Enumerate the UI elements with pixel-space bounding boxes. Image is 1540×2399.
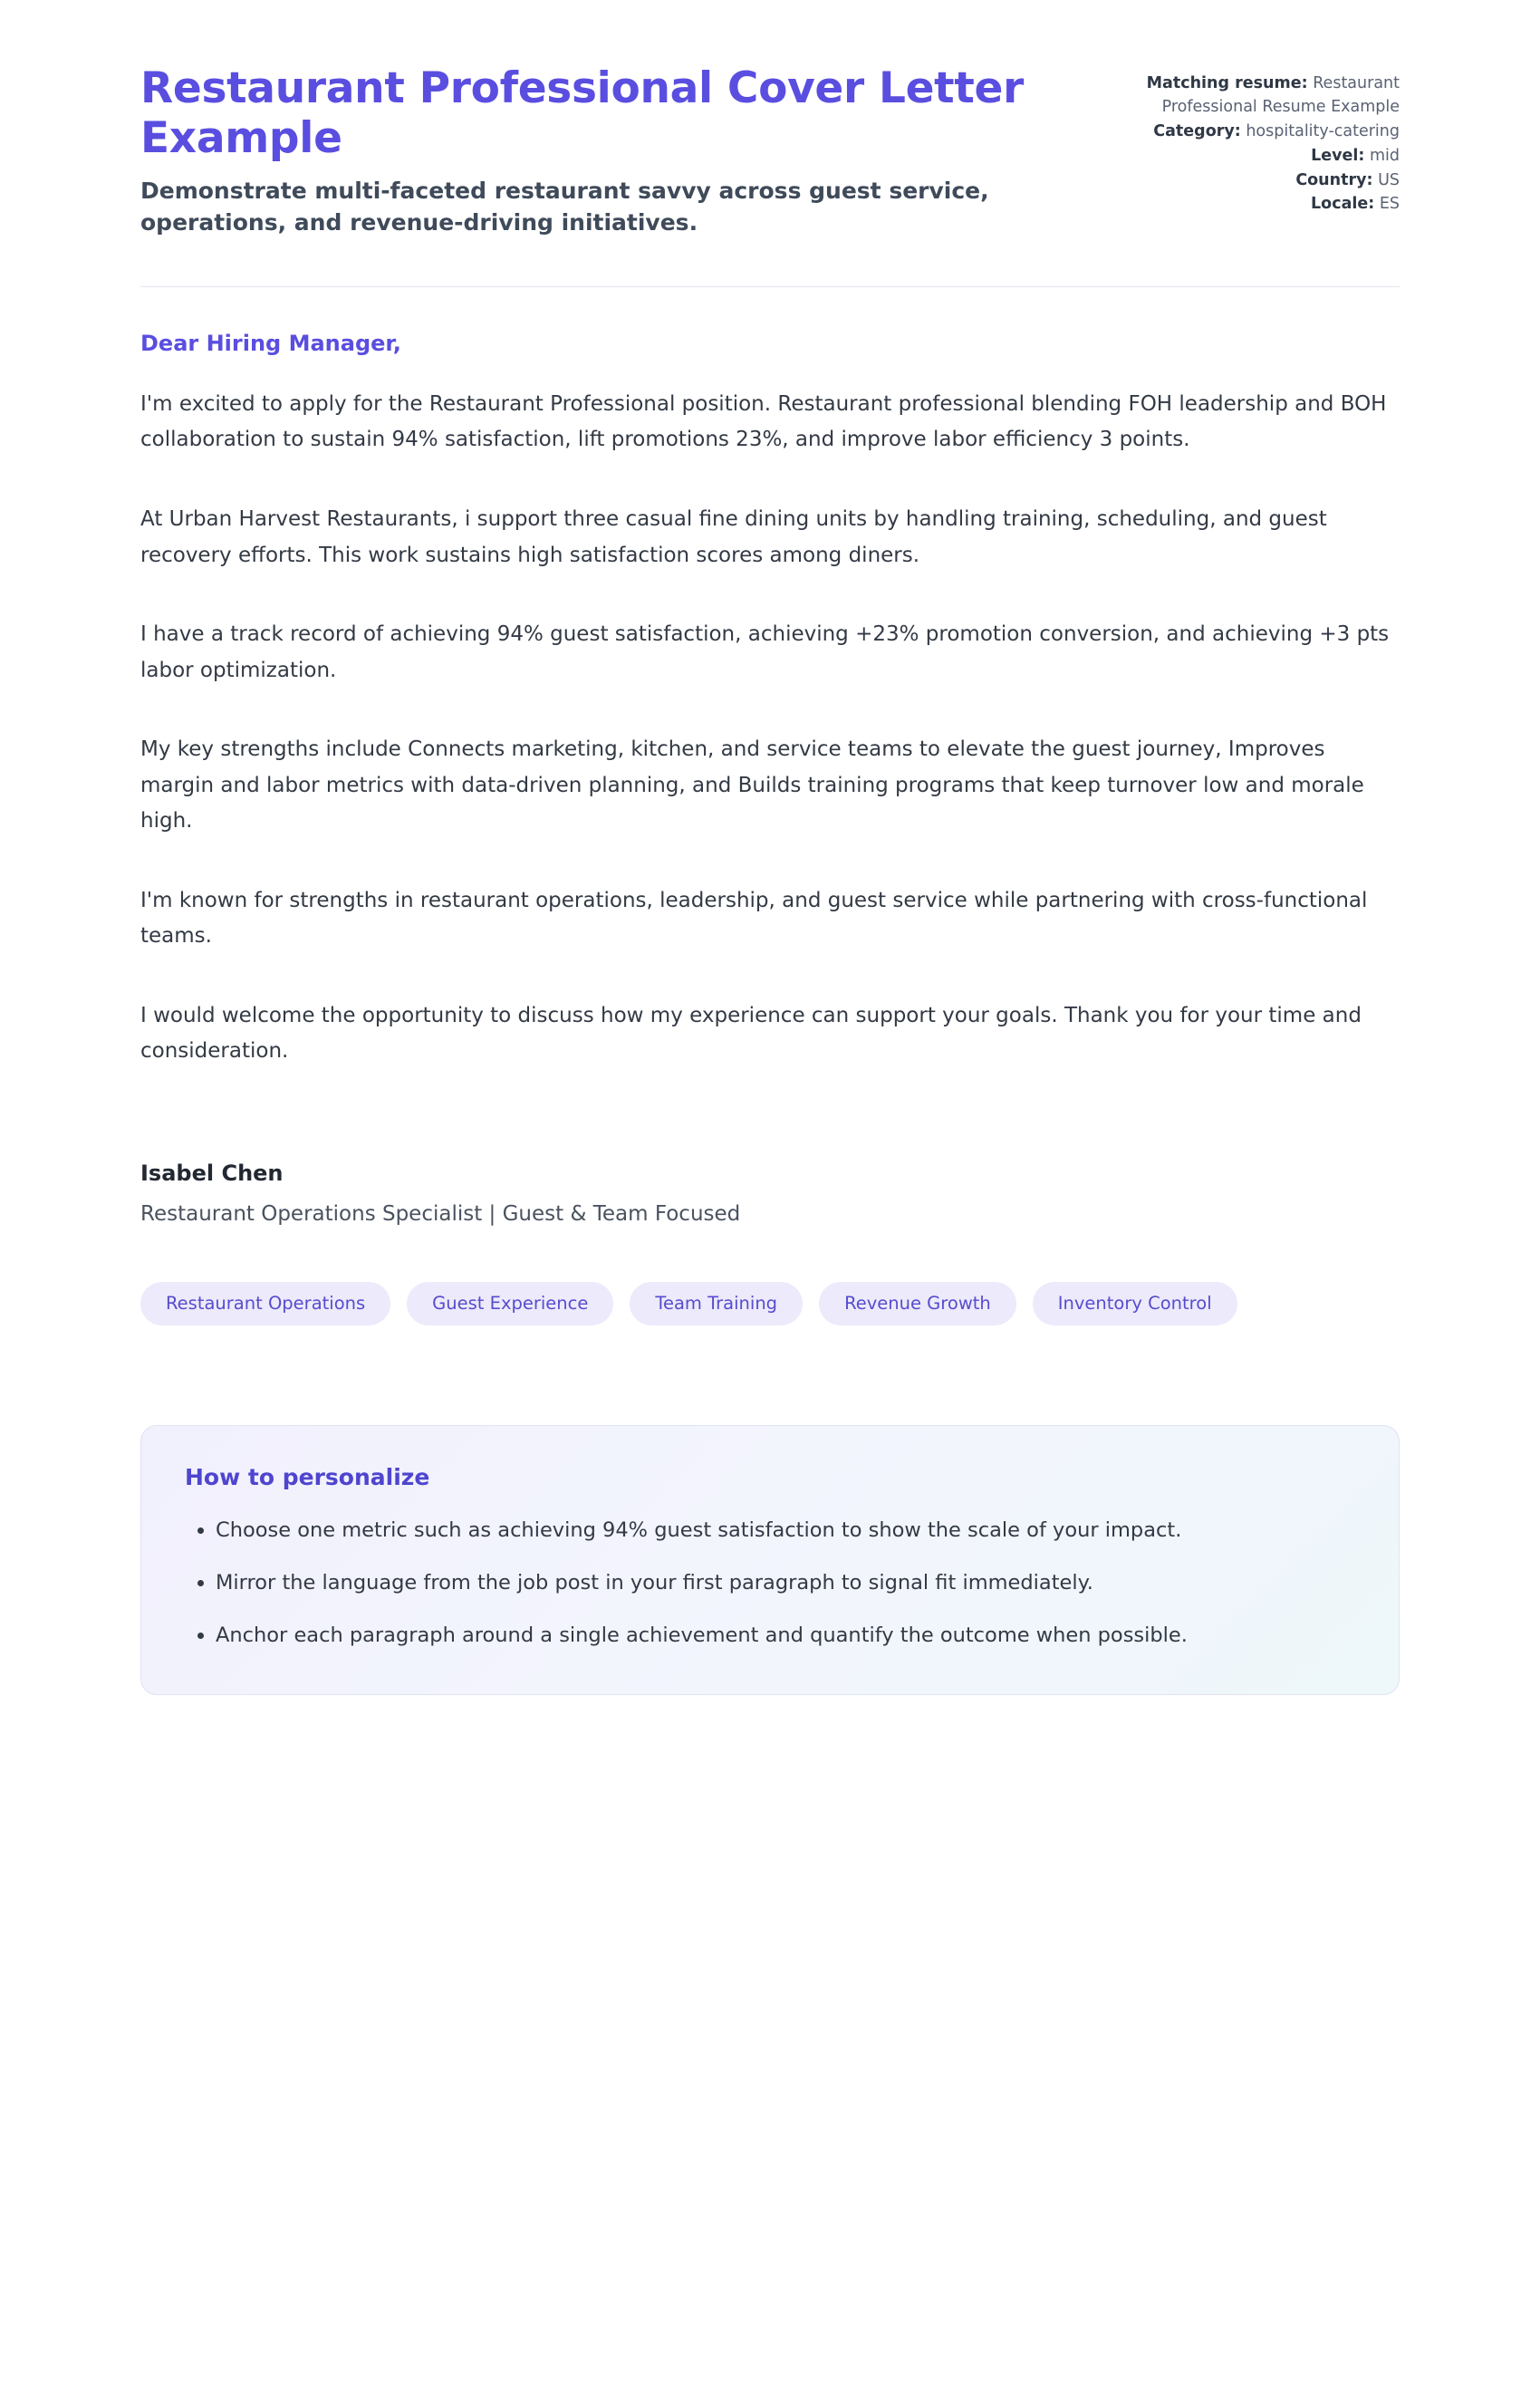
meta-locale <box>1128 193 1400 217</box>
header-title-block <box>140 63 1046 239</box>
meta-matching-resume <box>1128 72 1400 120</box>
meta-country-label: Country: <box>1295 170 1373 189</box>
letter-paragraph: I'm known for strengths in restaurant operations, leadership, and guest service while partnering with cross-functional teams. <box>140 888 1368 949</box>
callout-list <box>185 1514 1355 1652</box>
callout-list-item: • Anchor each paragraph around a single achievement and quantify the outcome when possible. <box>216 1619 1355 1652</box>
tag-chip[interactable]: Restaurant Operations <box>140 1282 390 1325</box>
meta-matching-resume-label: Matching resume: <box>1146 74 1308 92</box>
meta-category-label: Category: <box>1153 121 1241 140</box>
tag-chip[interactable]: Revenue Growth <box>819 1282 1016 1325</box>
meta-locale-label: Locale: <box>1311 195 1375 214</box>
meta-country-value: US <box>1378 170 1400 189</box>
tag-chip[interactable]: Team Training <box>630 1282 803 1325</box>
letter-paragraph: I'm excited to apply for the Restaurant Professional position. Restaurant professional blending FOH leadership and BOH collaboration to sustain 94% satisfaction, lift promotions 23%, and improve labor efficiency 3 points. <box>140 391 1387 452</box>
callout-list-item: • Mirror the language from the job post in your first paragraph to signal fit immediately. <box>216 1566 1355 1599</box>
page-subtitle: Demonstrate multi-faceted restaurant savvy across guest service, operations, and revenue-driving initiatives. <box>140 177 989 236</box>
signature-block <box>140 1161 1400 1226</box>
callout-title: How to personalize <box>185 1463 430 1490</box>
meta-matching-resume-value: Restaurant Professional Resume Example <box>1161 74 1400 116</box>
meta-locale-value: ES <box>1379 195 1400 214</box>
personalize-callout <box>140 1425 1400 1695</box>
page-title: Restaurant Professional Cover Letter Example <box>140 63 1024 164</box>
callout-list-item: • Choose one metric such as achieving 94% guest satisfaction to show the scale of your impact. <box>216 1514 1355 1546</box>
meta-level <box>1128 145 1400 169</box>
tag-chip[interactable]: Inventory Control <box>1033 1282 1237 1325</box>
document-header <box>140 63 1400 239</box>
signature-role: Restaurant Operations Specialist | Guest & Team Focused <box>140 1202 741 1227</box>
meta-category-value: hospitality-catering <box>1246 121 1400 140</box>
metadata-panel <box>1128 63 1400 217</box>
letter-paragraph: At Urban Harvest Restaurants, i support three casual fine dining units by handling training, scheduling, and guest recovery efforts. This work sustains high satisfaction scores among diners. <box>140 507 1327 567</box>
meta-level-value: mid <box>1369 146 1400 165</box>
letter-body <box>140 287 1400 1226</box>
signature-name: Isabel Chen <box>140 1161 284 1187</box>
salutation: Dear Hiring Manager, <box>140 330 401 356</box>
letter-paragraph: My key strengths include Connects marketing, kitchen, and service teams to elevate the guest journey, Improves margin and labor metrics with data-driven planning, and Builds training programs that keep turnover low and morale high. <box>140 737 1364 833</box>
letter-paragraph: I have a track record of achieving 94% guest satisfaction, achieving +23% promotion conversion, and achieving +3 pts labor optimization. <box>140 622 1390 682</box>
tag-chip[interactable]: Guest Experience <box>407 1282 613 1325</box>
meta-category <box>1128 120 1400 144</box>
letter-paragraph: I would welcome the opportunity to discuss how my experience can support your goals. Thank you for your time and consideration. <box>140 1003 1362 1064</box>
meta-country <box>1128 169 1400 193</box>
meta-level-label: Level: <box>1311 146 1365 165</box>
tag-list <box>140 1282 1400 1325</box>
